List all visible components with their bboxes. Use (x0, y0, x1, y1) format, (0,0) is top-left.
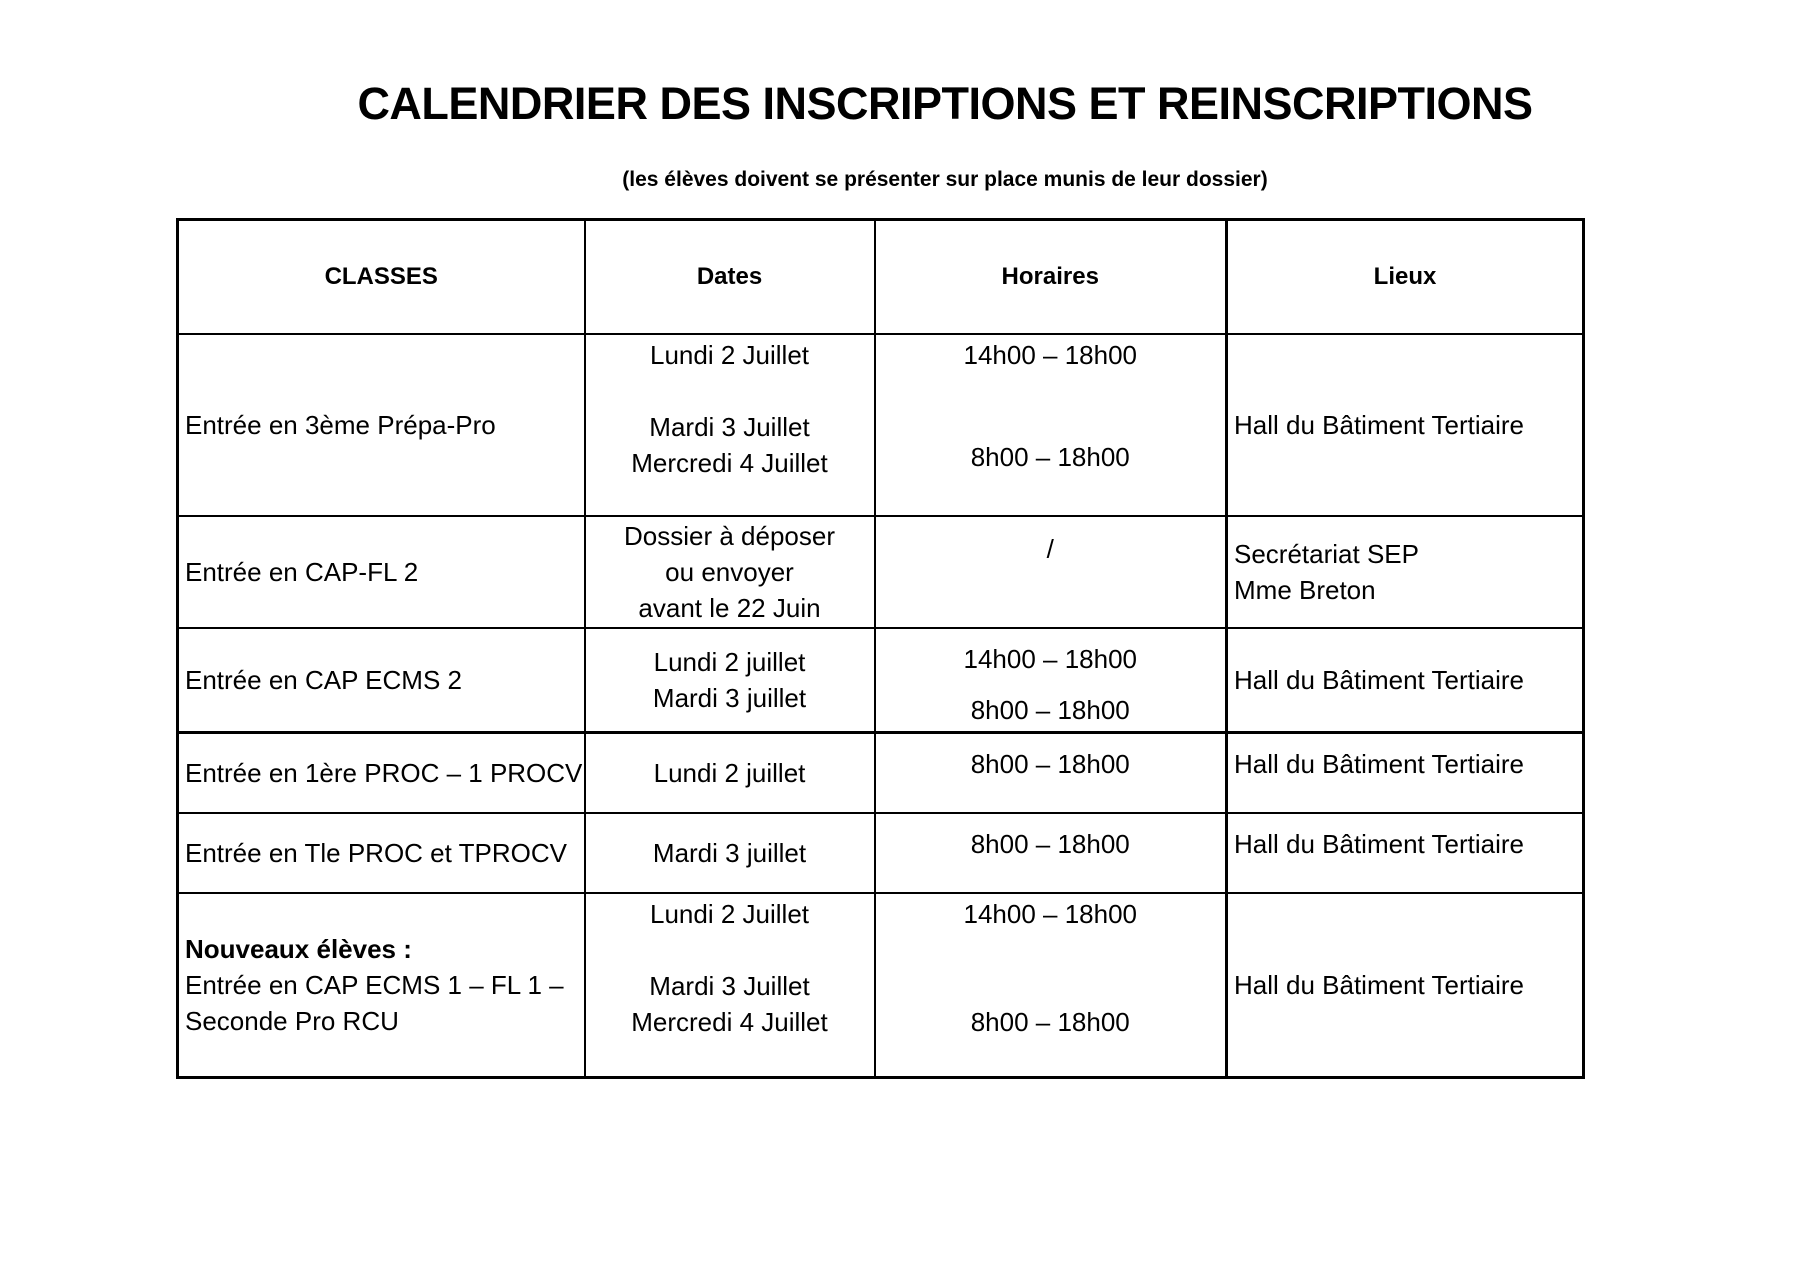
date-line: Lundi 2 juillet (653, 647, 806, 677)
lieux-cell (1227, 893, 1584, 1078)
classe-heading: Nouveaux élèves : (185, 934, 412, 964)
lieux-cell (1227, 813, 1584, 893)
classe-label: Entrée en 1ère PROC – 1 PROCV (185, 758, 583, 788)
date-line: Mardi 3 Juillet (649, 971, 810, 1001)
classe-cell (178, 516, 585, 628)
classe-label: Entrée en CAP-FL 2 (185, 557, 419, 587)
date-line: avant le 22 Juin (638, 593, 821, 623)
horaire-line: 14h00 – 18h00 (963, 644, 1137, 674)
header-lieux: Lieux (1227, 220, 1584, 335)
horaire-line: 8h00 – 18h00 (970, 829, 1130, 859)
lieu-line: Hall du Bâtiment Tertiaire (1234, 829, 1524, 859)
classe-cell (178, 733, 585, 814)
classe-cell (178, 334, 585, 516)
classe-label: Entrée en CAP ECMS 2 (185, 665, 462, 695)
document-title: CALENDRIER DES INSCRIPTIONS ET REINSCRIPTIONS (357, 78, 1533, 129)
date-line: Lundi 2 Juillet (650, 340, 809, 370)
horaire-line: 8h00 – 18h00 (970, 442, 1130, 472)
lieu-line: Secrétariat SEP (1234, 539, 1419, 569)
horaire-line: 8h00 – 18h00 (970, 695, 1130, 725)
classe-label: Entrée en CAP ECMS 1 – FL 1 – (185, 970, 564, 1000)
classe-cell (178, 813, 585, 893)
lieu-line: Hall du Bâtiment Tertiaire (1234, 410, 1524, 440)
lieu-line: Hall du Bâtiment Tertiaire (1234, 665, 1524, 695)
date-line: Mardi 3 juillet (652, 683, 807, 713)
calendar-table (176, 218, 1585, 1079)
horaire-line: 8h00 – 18h00 (970, 749, 1130, 779)
classe-label: Entrée en Tle PROC et TPROCV (185, 838, 567, 868)
classe-label: Seconde Pro RCU (185, 1006, 399, 1036)
header-dates: Dates (585, 220, 875, 335)
horaires-cell (875, 628, 1227, 733)
dates-cell (585, 893, 875, 1078)
lieu-line: Mme Breton (1234, 575, 1376, 605)
horaires-cell (875, 334, 1227, 516)
table-row (178, 516, 1584, 628)
lieux-cell (1227, 516, 1584, 628)
header-classes: CLASSES (178, 220, 585, 335)
classe-cell (178, 628, 585, 733)
document-subtitle: (les élèves doivent se présenter sur place munis de leur dossier) (622, 168, 1268, 191)
horaire-line: 8h00 – 18h00 (970, 1007, 1130, 1037)
dates-cell (585, 516, 875, 628)
horaire-line: 14h00 – 18h00 (963, 340, 1137, 370)
table-row (178, 893, 1584, 1078)
dates-cell (585, 334, 875, 516)
horaires-cell (875, 893, 1227, 1078)
horaires-cell (875, 516, 1227, 628)
table-row (178, 334, 1584, 516)
date-line: ou envoyer (665, 557, 794, 587)
classe-cell (178, 893, 585, 1078)
date-line: Lundi 2 juillet (653, 758, 806, 788)
dates-cell (585, 733, 875, 814)
table-row (178, 628, 1584, 733)
lieu-line: Hall du Bâtiment Tertiaire (1234, 749, 1524, 779)
header-horaires: Horaires (875, 220, 1227, 335)
table-header-row (178, 220, 1584, 335)
date-line: Mardi 3 Juillet (649, 412, 810, 442)
table-row (178, 813, 1584, 893)
date-line: Lundi 2 Juillet (650, 899, 809, 929)
lieux-cell (1227, 628, 1584, 733)
dates-cell (585, 813, 875, 893)
lieux-cell (1227, 334, 1584, 516)
lieux-cell (1227, 733, 1584, 814)
table-row (178, 733, 1584, 814)
date-line: Dossier à déposer (624, 521, 835, 551)
classe-label: Entrée en 3ème Prépa-Pro (185, 410, 496, 440)
horaire-line: 14h00 – 18h00 (963, 899, 1137, 929)
horaires-cell (875, 813, 1227, 893)
horaires-cell (875, 733, 1227, 814)
dates-cell (585, 628, 875, 733)
horaire-line: / (1046, 534, 1054, 564)
date-line: Mardi 3 juillet (652, 838, 807, 868)
date-line: Mercredi 4 Juillet (631, 1007, 828, 1037)
lieu-line: Hall du Bâtiment Tertiaire (1234, 970, 1524, 1000)
date-line: Mercredi 4 Juillet (631, 448, 828, 478)
